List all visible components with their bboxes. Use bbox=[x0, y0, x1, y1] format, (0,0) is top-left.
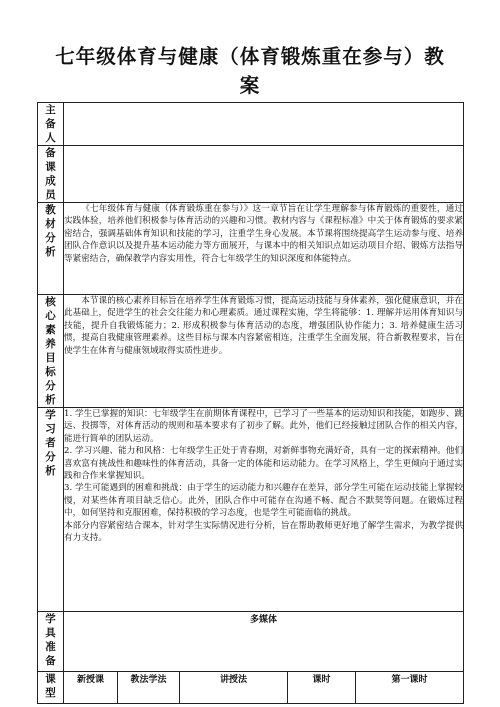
textbook-analysis-text bbox=[64, 203, 464, 295]
row-lesson-members bbox=[38, 146, 464, 203]
lesson-type-value: 新授课 bbox=[64, 672, 118, 704]
row-textbook-analysis bbox=[38, 203, 464, 295]
label-textbook-analysis: 教 材 分 析 bbox=[38, 203, 64, 295]
lesson-plan-table bbox=[37, 102, 464, 704]
label-core-literacy: 核 心 素 养 目 标 分 析 bbox=[38, 295, 64, 408]
value-tools-prep: 多媒体 bbox=[64, 612, 464, 672]
paragraph: 本部分内容紧密结合课本，针对学生实际情况进行分析，旨在帮助教师更好地了解学生需求，为教学提供有力支持。 bbox=[64, 520, 464, 544]
value-lesson-members bbox=[64, 146, 464, 203]
row-tools-prep bbox=[38, 612, 464, 672]
paragraph: 本节课的核心素养目标旨在培养学生体育锻炼习惯，提高运动技能与身体素养，强化健康意识，并在此基础上，促进学生的社会交往能力和心理素质。通过课程实施，学生将能够：1. 理解并运用体育知识与技能，提升自我锻炼能力；2. 形成积极参与体育活动的态度，增强团队协作能力；3. 培养健康生活习惯，提高自我健康管理素养。这些目标与课本内容紧密相连，注重学生全面发展，符合新教程要求，旨在使学生在体育与健康领域取得实质性进步。 bbox=[64, 296, 464, 356]
class-hours-value: 第一课时 bbox=[356, 672, 464, 704]
row-learner-analysis bbox=[38, 408, 464, 612]
row-lead-preparer bbox=[38, 103, 464, 146]
class-hours-label: 课时 bbox=[288, 672, 356, 704]
learner-analysis-text bbox=[64, 408, 464, 612]
label-lesson-members: 备 课 成 员 bbox=[38, 146, 64, 203]
teaching-method-label: 教法学法 bbox=[118, 672, 180, 704]
value-lead-preparer bbox=[64, 103, 464, 146]
row-core-literacy bbox=[38, 295, 464, 408]
row-lesson-type bbox=[38, 672, 464, 704]
title-line-1: 七年级体育与健康（体育锻炼重在参与）教 bbox=[55, 45, 445, 68]
label-tools-prep: 学 具 准 备 bbox=[38, 612, 64, 672]
document-title bbox=[40, 42, 460, 100]
paragraph: 2. 学习兴趣、能力和风格：七年级学生正处于青春期，对新鲜事物充满好奇，具有一定的探索精神。他们喜欢富有挑战性和趣味性的体育活动，具备一定的体能和运动能力。在学习风格上，学生更倾向于通过实践和合作来掌握知识。 bbox=[64, 446, 464, 482]
label-learner-analysis: 学 习 者 分 析 bbox=[38, 408, 64, 612]
paragraph: 《七年级体育与健康（体育锻炼重在参与）》这一章节旨在让学生理解参与体育锻炼的重要性，通过实践体验，培养他们积极参与体育活动的兴趣和习惯。教材内容与《课程标准》中关于体育锻炼的要求紧密结合，强调基础体育知识和技能的学习，注重学生身心发展。本节课将围绕提高学生运动参与度、培养团队合作意识以及提升基本运动能力等方面展开，与课本中的相关知识点如运动项目介绍、锻炼方法指导等紧密结合，确保教学内容实用性，符合七年级学生的知识深度和体能特点。 bbox=[64, 204, 464, 264]
paragraph: 1. 学生已掌握的知识：七年级学生在前期体育课程中，已学习了一些基本的运动知识和技能，如跑步、跳远、投掷等，对体育活动的规则和基本要求有了初步了解。此外，他们已经接触过团队合作的相关内容，能进行简单的团队运动。 bbox=[64, 409, 464, 444]
label-lead-preparer: 主 备 人 bbox=[38, 103, 64, 146]
teaching-method-value: 讲授法 bbox=[180, 672, 288, 704]
paragraph: 3. 学生可能遇到的困难和挑战：由于学生的运动能力和兴趣存在差异，部分学生可能在运动技能上掌握较慢，对某些体育项目缺乏信心。此外，团队合作中可能存在沟通不畅、配合不默契等问题。在锻炼过程中，如何坚持和克服困难，保持积极的学习态度，也是学生可能面临的挑战。 bbox=[64, 483, 464, 519]
label-lesson-type: 课 型 bbox=[38, 672, 64, 704]
title-line-2: 案 bbox=[239, 74, 261, 97]
core-literacy-text bbox=[64, 295, 464, 408]
